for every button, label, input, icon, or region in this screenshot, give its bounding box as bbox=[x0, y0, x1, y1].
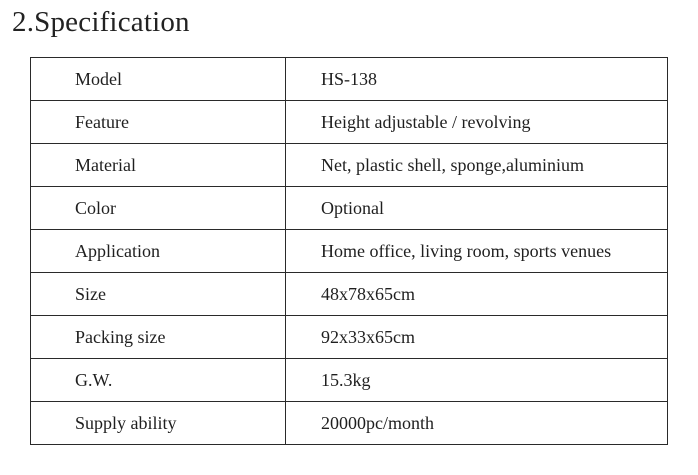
specification-table bbox=[30, 57, 668, 445]
spec-row-material bbox=[31, 144, 668, 187]
spec-row-supply-ability bbox=[31, 402, 668, 445]
spec-label: Feature bbox=[31, 101, 286, 144]
spec-value: Optional bbox=[286, 187, 668, 230]
spec-value: HS-138 bbox=[286, 58, 668, 101]
spec-row-packing-size bbox=[31, 316, 668, 359]
spec-value: 92x33x65cm bbox=[286, 316, 668, 359]
spec-row-size bbox=[31, 273, 668, 316]
spec-value: 15.3kg bbox=[286, 359, 668, 402]
spec-label: Supply ability bbox=[31, 402, 286, 445]
section-heading: 2.Specification bbox=[12, 6, 190, 38]
spec-row-feature bbox=[31, 101, 668, 144]
spec-row-color bbox=[31, 187, 668, 230]
spec-row-gross-weight bbox=[31, 359, 668, 402]
spec-label: Color bbox=[31, 187, 286, 230]
spec-label: Material bbox=[31, 144, 286, 187]
spec-value: Net, plastic shell, sponge,aluminium bbox=[286, 144, 668, 187]
spec-value: 20000pc/month bbox=[286, 402, 668, 445]
spec-label: Application bbox=[31, 230, 286, 273]
spec-value: Height adjustable / revolving bbox=[286, 101, 668, 144]
spec-label: G.W. bbox=[31, 359, 286, 402]
spec-row-model bbox=[31, 58, 668, 101]
spec-label: Size bbox=[31, 273, 286, 316]
spec-value: Home office, living room, sports venues bbox=[286, 230, 668, 273]
spec-label: Packing size bbox=[31, 316, 286, 359]
spec-row-application bbox=[31, 230, 668, 273]
spec-label: Model bbox=[31, 58, 286, 101]
spec-value: 48x78x65cm bbox=[286, 273, 668, 316]
